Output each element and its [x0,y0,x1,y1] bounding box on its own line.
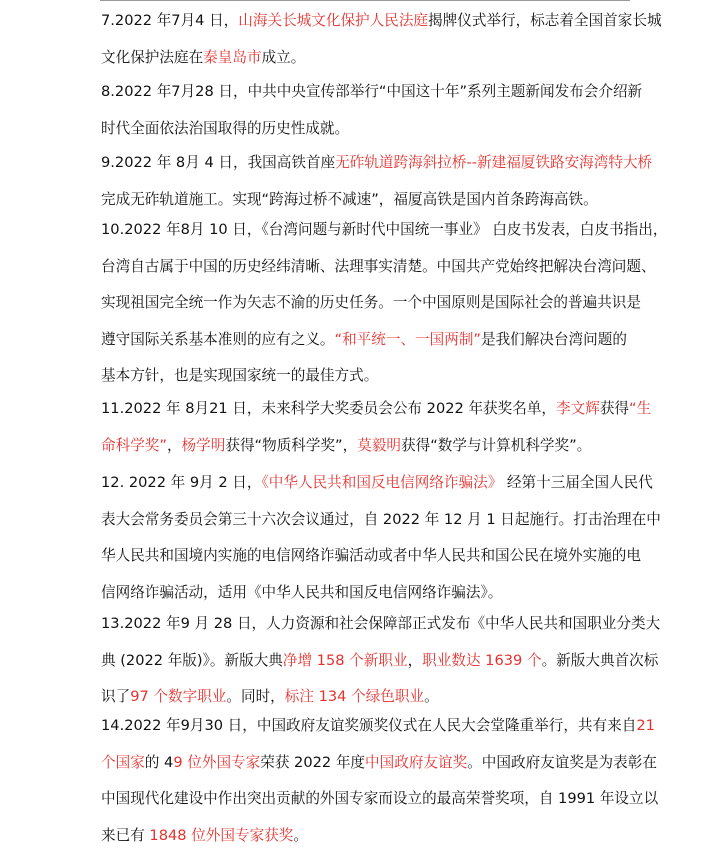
highlighted-text: 职业数达 1639 个 [422,651,542,669]
news-item-9 [101,145,667,218]
highlighted-text: 莫毅明 [357,436,402,454]
body-text: 12. 2022 年 9月 2 日， [101,474,262,491]
news-item-14 [101,708,667,854]
text-line [101,606,667,643]
highlighted-text: 个国家 [101,753,145,771]
highlighted-text: “和平统一、一国两制” [334,330,481,348]
news-item-10 [101,212,667,395]
body-text: 13.2022 年9 月 28 日，人力资源和社会保障部正式发布《中华人民共和国职业分类大 [101,615,661,632]
highlighted-text: 秦皇岛市 [203,48,262,66]
text-line [101,643,667,680]
text-line [101,538,667,575]
highlighted-text: 山海关长城文化保护人民法庭 [238,12,429,29]
body-text: 文化保护法庭在 [101,48,204,66]
body-text: 来已有 [101,826,150,844]
body-text: 识了 [101,688,131,705]
text-line [101,708,667,745]
highlighted-text: 命科学奖” [101,436,167,454]
text-line [101,745,667,782]
body-text: 。 [293,826,308,844]
body-text: 经第十三届全国人民代 [502,474,653,491]
text-line [101,358,667,395]
highlighted-text: 标注 134 个绿色职业 [284,688,425,705]
text-line [101,465,667,502]
highlighted-text: 21 [636,717,655,734]
text-line [101,781,667,818]
highlighted-text: 《中华人民共和国反电信网络诈骗法》 [261,474,503,491]
body-text: 。新版大典首次标 [541,651,659,669]
text-line [101,40,667,77]
body-text: 14.2022 年9月30 日，中国政府友谊奖颁奖仪式在人民大会堂隆重举行，共有来自 [101,717,637,734]
news-item-8 [101,74,667,147]
text-line [101,249,667,286]
highlighted-text: 97 个数字职业 [130,688,227,705]
highlighted-text: 9 位外国专家 [173,753,261,771]
body-text: 时代全面依法治国取得的历史性成就。 [101,119,350,137]
body-text: 获得“物质科学奖”， [225,436,358,454]
text-line [101,428,667,465]
body-text: 荣获 2022 年度 [260,753,366,771]
body-text: 获得 [599,400,630,417]
body-text: ， [407,651,423,669]
highlighted-text: 中国政府友谊奖 [365,753,468,771]
text-line [101,145,667,182]
body-text: 信网络诈骗活动，适用《中华人民共和国反电信网络诈骗法》。 [101,583,503,601]
highlighted-text: “生 [629,400,652,417]
body-text: 遵守国际关系基本准则的应有之义。 [101,330,335,348]
text-line [101,818,667,854]
text-line [101,111,667,148]
body-text: 。 [424,688,439,705]
text-line [101,502,667,539]
text-line [101,322,667,359]
body-text: 中国现代化建设中作出突出贡献的外国专家而设立的最高荣誉奖项，自 1991 年设立以 [101,790,659,807]
body-text: 台湾自古属于中国的历史经纬清晰、法理事实清楚。中国共产党始终把解决台湾问题、 [101,257,656,275]
body-text: 10.2022 年8月 10 日，《台湾问题与新时代中国统一事业》 白皮书发表，白皮书指出， [101,221,668,238]
highlighted-text: 无砟轨道跨海斜拉桥--新建福厦铁路安海湾特大桥 [335,154,653,171]
body-text: 。中国政府友谊奖是为表彰在 [467,753,657,771]
body-text: 的 4 [144,753,174,771]
text-line [101,391,667,428]
news-item-7 [101,3,667,76]
news-item-11 [101,391,667,464]
body-text: 7.2022 年7月4 日， [101,12,239,29]
body-text: 成立。 [261,48,306,66]
text-line [101,74,667,111]
body-text: 。同时， [226,688,285,705]
top-rule [100,0,630,1]
highlighted-text: 杨学明 [181,436,226,454]
body-text: ， [166,436,182,454]
body-text: 基本方针，也是实现国家统一的最佳方式。 [101,367,379,384]
body-text: 11.2022 年 8月21 日，未来科学大奖委员会公布 2022 年获奖名单， [101,400,557,417]
highlighted-text: 1848 位外国专家获奖 [149,826,294,844]
news-item-12 [101,465,667,611]
highlighted-text: 净增 158 个新职业 [282,651,408,669]
body-text: 华人民共和国境内实施的电信网络诈骗活动或者中华人民共和国公民在境外实施的电 [101,547,641,564]
highlighted-text: 李文辉 [556,400,600,417]
text-line [101,285,667,322]
body-text: 获得“数学与计算机科学奖”。 [401,436,592,454]
body-text: 8.2022 年7月28 日，中共中央宣传部举行“中国这十年”系列主题新闻发布会介绍新 [101,83,643,100]
body-text: 表大会常务委员会第三十六次会议通过，自 2022 年 12 月 1 日起施行。打击治理在中 [101,510,661,528]
body-text: 完成无砟轨道施工。实现“跨海过桥不减速”，福厦高铁是国内首条跨海高铁。 [101,190,598,208]
body-text: 典 (2022 年版)》。新版大典 [101,651,283,669]
text-line [101,3,667,40]
body-text: 实现祖国完全统一作为矢志不渝的历史任务。一个中国原则是国际社会的普遍共识是 [101,294,641,311]
body-text: 揭牌仪式举行，标志着全国首家长城 [428,12,662,29]
news-item-13 [101,606,667,716]
text-line [101,212,667,249]
body-text: 是我们解决台湾问题的 [480,330,627,348]
body-text: 9.2022 年 8月 4 日，我国高铁首座 [101,154,336,171]
